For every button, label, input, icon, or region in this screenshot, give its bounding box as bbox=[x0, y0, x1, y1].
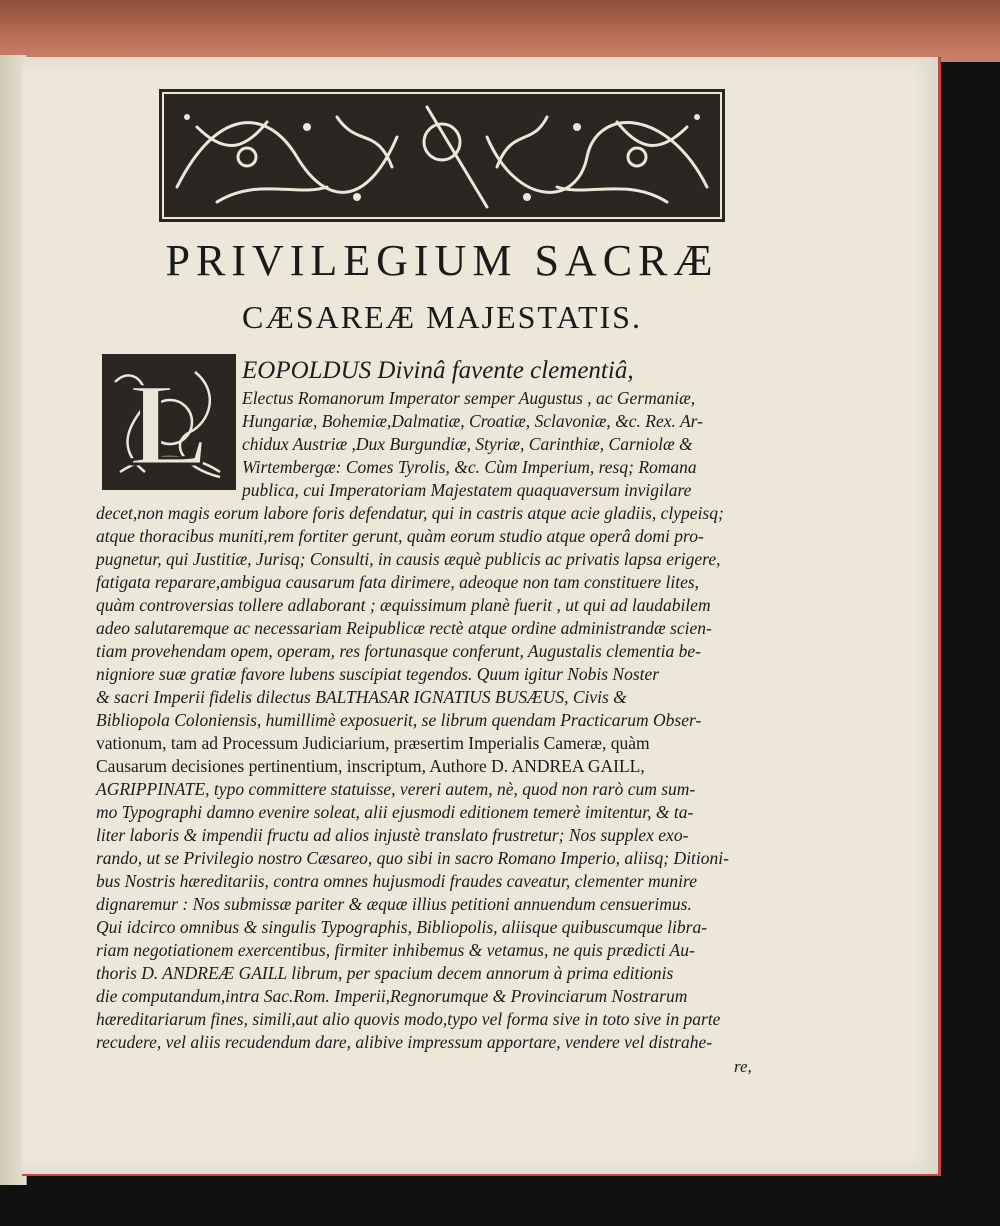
decorated-initial bbox=[100, 352, 238, 492]
text-line: chidux Austriæ ,Dux Burgundiæ, Styriæ, Carinthiæ, Carniolæ & bbox=[242, 434, 693, 454]
title-line-2: CÆSAREÆ MAJESTATIS. bbox=[242, 299, 642, 335]
text-line: rando, ut se Privilegio nostro Cæsareo, quo sibi in sacro Romano Imperio, aliisq; Ditioni- bbox=[96, 848, 729, 868]
text-line: fatigata reparare,ambigua causarum fata dirimere, adeoque non tam constituere lites, bbox=[96, 572, 700, 592]
text-line: vationum, tam ad Processum Judiciarium, præsertim Imperialis Cameræ, quàm bbox=[96, 733, 650, 753]
text-line: thoris D. ANDREÆ GAILL librum, per spacium decem annorum à prima editionis bbox=[96, 963, 674, 983]
text-line: atque thoracibus muniti,rem fortiter gerunt, quàm eorum studio atque operâ domi pro- bbox=[96, 526, 704, 546]
book-page bbox=[22, 57, 941, 1176]
text-line: hæreditariarum fines, simili,aut alio quovis modo,typo vel forma sive in toto sive in parte bbox=[96, 1009, 721, 1029]
text-line: Hungariæ, Bohemiæ,Dalmatiæ, Croatiæ, Sclavoniæ, &c. Rex. Ar- bbox=[242, 411, 703, 431]
text-line: decet,non magis eorum labore foris defendatur, qui in castris atque acie gladiis, clypeisq; bbox=[96, 503, 724, 523]
text-line: liter laboris & impendii fructu ad alios injustè translato frustretur; Nos supplex exo- bbox=[96, 825, 689, 845]
text-line: dignaremur : Nos submissæ pariter & æquæ illius petitioni annuendum censuerimus. bbox=[96, 894, 692, 914]
text-line: adeo salutaremque ac necessariam Reipublicæ rectè atque ordine administrandæ scien- bbox=[96, 618, 712, 638]
text-line: Bibliopola Coloniensis, humillimè exposuerit, se librum quendam Practicarum Obser- bbox=[96, 710, 702, 730]
text-line: EOPOLDUS Divinâ favente clementiâ, bbox=[242, 357, 634, 384]
text-line: mo Typographi damno evenire soleat, alii ejusmodi editionem temerè imitentur, & ta- bbox=[96, 802, 694, 822]
text-line: riam negotiationem exercentibus, firmiter inhibemus & vetamus, ne quis prædicti Au- bbox=[96, 940, 695, 960]
text-line: Electus Romanorum Imperator semper Augustus , ac Germaniæ, bbox=[242, 388, 696, 408]
text-line: bus Nostris hæreditariis, contra omnes hujusmodi fraudes caveatur, clementer munire bbox=[96, 871, 697, 891]
text-line: quàm controversias tollere adlaborant ; æquissimum planè fuerit , ut qui ad laudabilem bbox=[96, 595, 711, 615]
drop-cap-letter: L bbox=[129, 359, 209, 490]
text-line: tiam provehendam opem, operam, res fortunasque conferunt, Augustalis clementia be- bbox=[96, 641, 701, 661]
text-line: AGRIPPINATE, typo committere statuisse, vereri autem, nè, quod non rarò cum sum- bbox=[96, 779, 696, 799]
title-line-1: PRIVILEGIUM SACRÆ bbox=[165, 236, 719, 285]
text-line: Qui idcirco omnibus & singulis Typographis, Bibliopolis, aliisque quibuscumque libra- bbox=[96, 917, 708, 937]
text-line: die computandum,intra Sac.Rom. Imperii,Regnorumque & Provinciarum Nostrarum bbox=[96, 986, 688, 1006]
catchword: re, bbox=[734, 1057, 752, 1076]
text-line: nigniore suæ gratiæ favore lubens suscipiat tegendos. Quum igitur Nobis Noster bbox=[96, 664, 660, 684]
text-line: Causarum decisiones pertinentium, inscriptum, Authore D. ANDREA GAILL, bbox=[96, 756, 645, 776]
book-top-edge bbox=[0, 0, 1000, 62]
text-line: Wirtembergæ: Comes Tyrolis, &c. Cùm Imperium, resq; Romana bbox=[242, 457, 697, 477]
text-line: recudere, vel aliis recudendum dare, alibive impressum apportare, vendere vel distrahe- bbox=[96, 1032, 713, 1052]
text-line: pugnetur, qui Justitiæ, Jurisq; Consulti, in causis æquè publicis ac privatis lapsa erigere, bbox=[96, 549, 721, 569]
ornamental-headpiece bbox=[157, 87, 727, 224]
text-line: publica, cui Imperatoriam Majestatem quaquaversum invigilare bbox=[242, 480, 692, 500]
text-line: & sacri Imperii fidelis dilectus BALTHASAR IGNATIUS BUSÆUS, Civis & bbox=[96, 687, 627, 707]
